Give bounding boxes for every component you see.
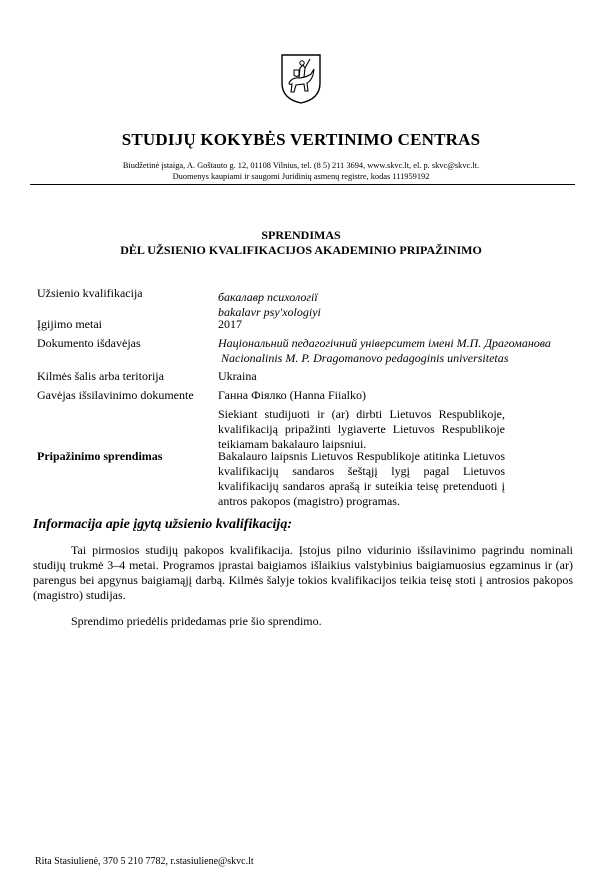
title-line-2: DĖL UŽSIENIO KVALIFIKACIJOS AKADEMINIO PRIPAŽINIMO: [120, 243, 482, 257]
address-line: Biudžetinė įstaiga, A. Goštauto g. 12, 01108 Vilnius, tel. (8 5) 211 3694, www.skvc.lt, el. p. skvc@skvc.lt.: [122, 161, 480, 170]
country-value: Ukraina: [218, 369, 257, 383]
title-line-1: SPRENDIMAS: [261, 228, 341, 242]
issuer-value-translated: Nacionalinis M. P. Dragomanovo pedagoginis universitetas: [221, 351, 509, 365]
annex-note: Sprendimo priedėlis pridedamas prie šio sprendimo.: [71, 614, 322, 628]
coat-of-arms-logo: [280, 53, 322, 105]
decision-text-recognition: Siekiant studijuoti ir (ar) dirbti Lietuvos Respublikoje, kvalifikaciją pripažinti lygiaverte Lietuvos Respublikoje teikiamam bakalauro laipsniui.: [218, 407, 505, 451]
country-label: Kilmės šalis arba teritorija: [37, 369, 164, 383]
qualification-value-transliterated: bakalavr psy'xologiyi: [218, 305, 321, 319]
qualification-value-original: бакалавр психології: [218, 290, 318, 304]
issuer-label: Dokumento išdavėjas: [37, 336, 141, 350]
document-title: [0, 228, 602, 258]
issuer-value-original: Національний педагогічний університет імені М.П. Драгоманова: [218, 336, 551, 350]
organization-name: STUDIJŲ KOKYBĖS VERTINIMO CENTRAS: [121, 130, 481, 149]
decision-label: Pripažinimo sprendimas: [37, 449, 163, 463]
decision-text-level: Bakalauro laipsnis Lietuvos Respublikoje atitinka Lietuvos kvalifikacijų sandaros šeštąjį lygį pagal Lietuvos kvalifikacijų sandaros aprašą ir suteikia teisę pretenduoti į antros pakopos (magistro) programas.: [218, 449, 505, 508]
qualification-value: [218, 290, 321, 320]
organization-address: [0, 160, 602, 182]
registry-line: Duomenys kaupiami ir saugomi Juridinių asmenų registre, kodas 111959192: [172, 172, 430, 181]
holder-value: Ганна Фіялко (Hanna Fiialko): [218, 388, 366, 402]
year-value: 2017: [218, 317, 242, 331]
header-divider: [30, 184, 575, 185]
info-heading: Informacija apie įgytą užsienio kvalifikaciją:: [33, 517, 292, 532]
holder-label: Gavėjas išsilavinimo dokumente: [37, 388, 194, 402]
footer-contact: Rita Stasiulienė, 370 5 210 7782, r.stasiuliene@skvc.lt: [35, 856, 254, 867]
issuer-value: [218, 336, 551, 366]
year-label: Įgijimo metai: [37, 317, 102, 331]
info-paragraph: Tai pirmosios studijų pakopos kvalifikacija. Įstojus pilno vidurinio išsilavinimo pagrindu nominali studijų trukmė 3–4 metai. Programos įprastai baigiamos išlaikius valstybinius baigiamuosius egzaminus ir (ar) parengus bei apgynus baigiamąjį darbą. Kilmės šalyje tokios kvalifikacijos teikia teisę stoti į antrosios pakopos (magistro) studijas.: [33, 543, 573, 602]
qualification-label: Užsienio kvalifikacija: [37, 286, 143, 300]
